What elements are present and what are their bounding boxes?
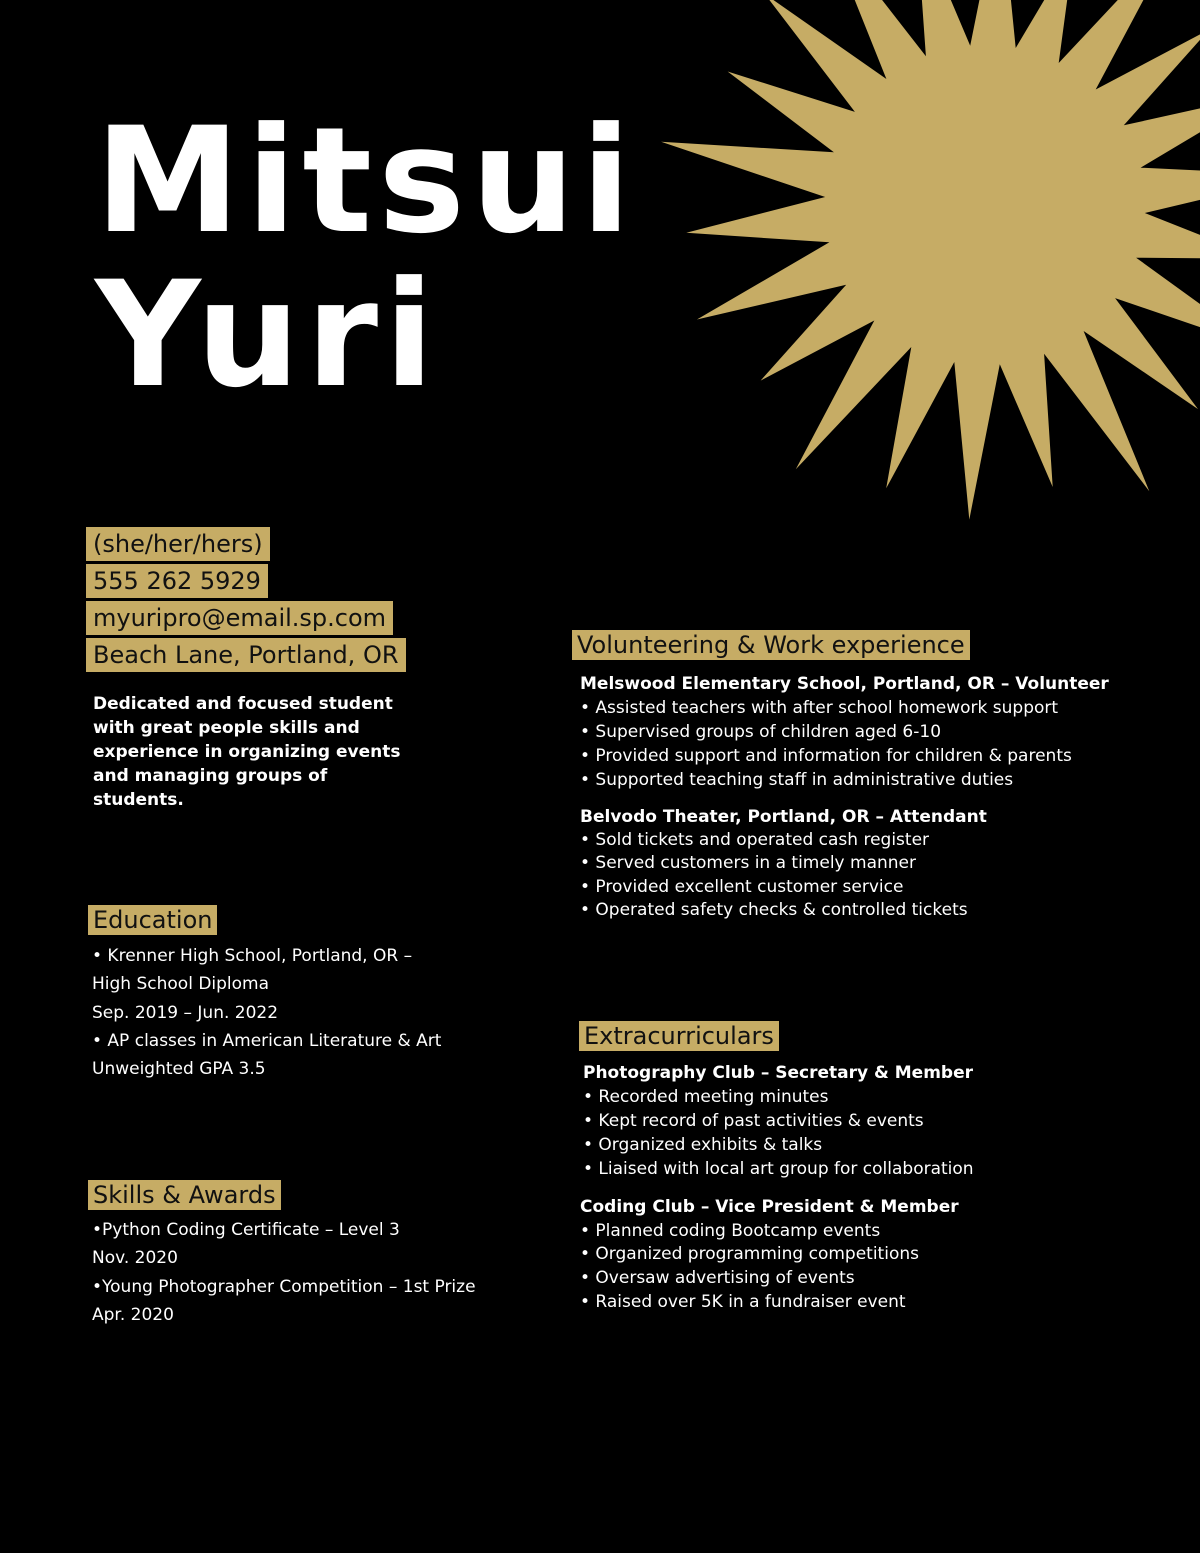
job-bullet: • Operated safety checks & controlled tickets xyxy=(580,899,968,920)
club-entry xyxy=(580,1196,959,1315)
job-entry xyxy=(580,672,1109,792)
club-bullet: • Organized exhibits & talks xyxy=(583,1135,823,1155)
phone-number: 555 262 5929 xyxy=(86,564,268,598)
job-bullet: • Served customers in a timely manner xyxy=(580,853,916,874)
job-title: Melswood Elementary School, Portland, OR – Volunteer xyxy=(580,674,1109,694)
pronouns: (she/her/hers) xyxy=(86,527,270,561)
name-first: Mitsui xyxy=(95,96,638,266)
club-title: Coding Club – Vice President & Member xyxy=(580,1197,959,1217)
club-bullet: • Oversaw advertising of events xyxy=(580,1268,855,1289)
experience-heading: Volunteering & Work experience xyxy=(572,630,970,660)
skills-line: Nov. 2020 xyxy=(92,1248,178,1269)
summary-text: Dedicated and focused student with great people skills and experience in organizing events and managing groups of students. xyxy=(93,694,401,810)
club-bullet: • Planned coding Bootcamp events xyxy=(580,1220,881,1241)
education-line: Sep. 2019 – Jun. 2022 xyxy=(92,1002,279,1023)
club-bullet: • Organized programming competitions xyxy=(580,1244,919,1265)
skills-line: •Young Photographer Competition – 1st Prize xyxy=(92,1276,476,1297)
club-bullet: • Kept record of past activities & events xyxy=(583,1111,924,1131)
club-bullet: • Recorded meeting minutes xyxy=(583,1087,829,1107)
name-last: Yuri xyxy=(95,250,441,420)
education-line: Unweighted GPA 3.5 xyxy=(92,1059,266,1080)
job-title: Belvodo Theater, Portland, OR – Attendant xyxy=(580,807,987,827)
skills-line: Apr. 2020 xyxy=(92,1304,174,1325)
skills-line: •Python Coding Certificate – Level 3 xyxy=(92,1220,400,1240)
education-heading: Education xyxy=(88,905,217,935)
club-bullet: • Liaised with local art group for collaboration xyxy=(583,1159,974,1179)
club-entry xyxy=(583,1061,974,1181)
job-bullet: • Sold tickets and operated cash register xyxy=(580,830,930,851)
education-list xyxy=(92,942,441,1083)
skills-heading: Skills & Awards xyxy=(88,1180,281,1210)
skills-list xyxy=(92,1216,476,1329)
education-line: • Krenner High School, Portland, OR – xyxy=(92,946,413,966)
education-line: High School Diploma xyxy=(92,974,270,995)
job-bullet: • Assisted teachers with after school homework support xyxy=(580,698,1059,718)
club-bullet: • Raised over 5K in a fundraiser event xyxy=(580,1291,906,1312)
job-bullet: • Supervised groups of children aged 6-10 xyxy=(580,722,942,742)
job-entry xyxy=(580,806,987,922)
education-line: • AP classes in American Literature & Art xyxy=(92,1030,442,1051)
email-address: myuripro@email.sp.com xyxy=(86,601,393,635)
job-bullet: • Supported teaching staff in administrative duties xyxy=(580,770,1014,790)
extracurriculars-heading: Extracurriculars xyxy=(579,1021,779,1051)
job-bullet: • Provided excellent customer service xyxy=(580,876,904,897)
contact-block xyxy=(86,527,406,675)
club-title: Photography Club – Secretary & Member xyxy=(583,1063,973,1083)
street-address: Beach Lane, Portland, OR xyxy=(86,638,406,672)
job-bullet: • Provided support and information for children & parents xyxy=(580,746,1072,766)
